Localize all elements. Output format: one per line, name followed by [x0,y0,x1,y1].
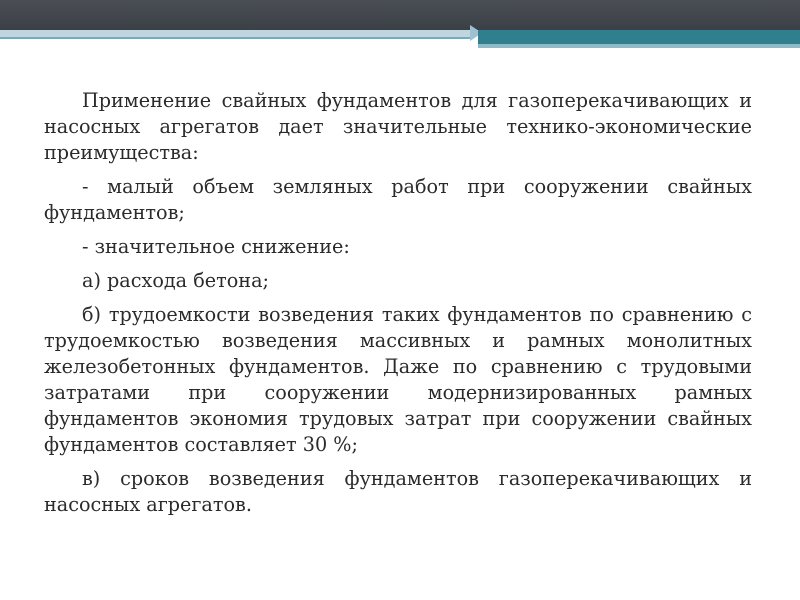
header-bar [0,0,800,30]
header-accent-line [0,37,470,39]
paragraph-reduction: - значительное снижение: [82,235,350,258]
paragraph-labor: б) трудоемкости возведения таких фундаментов по сравнению с трудоемкостью возведения массивных и рамных монолитных железобетонных фундаментов. Даже по сравнению с трудовыми затратами при сооружении модернизированных рамных фундаментов экономия трудовых затрат при сооружении свайных фундаментов составляет 30 %; [44,303,752,456]
paragraph-intro: Применение свайных фундаментов для газоперекачивающих и насосных агрегатов дает значительные технико-экономические преимущества: [44,89,752,164]
paragraph-earthwork: - малый объем земляных работ при сооружении свайных фундаментов; [44,175,752,224]
slide-body [44,88,752,526]
paragraph-timeline: в) сроков возведения фундаментов газоперекачивающих и насосных агрегатов. [44,467,752,516]
header-accent-arrow [0,30,470,37]
header-teal-band [478,30,800,44]
paragraph-concrete: а) расхода бетона; [82,269,269,292]
